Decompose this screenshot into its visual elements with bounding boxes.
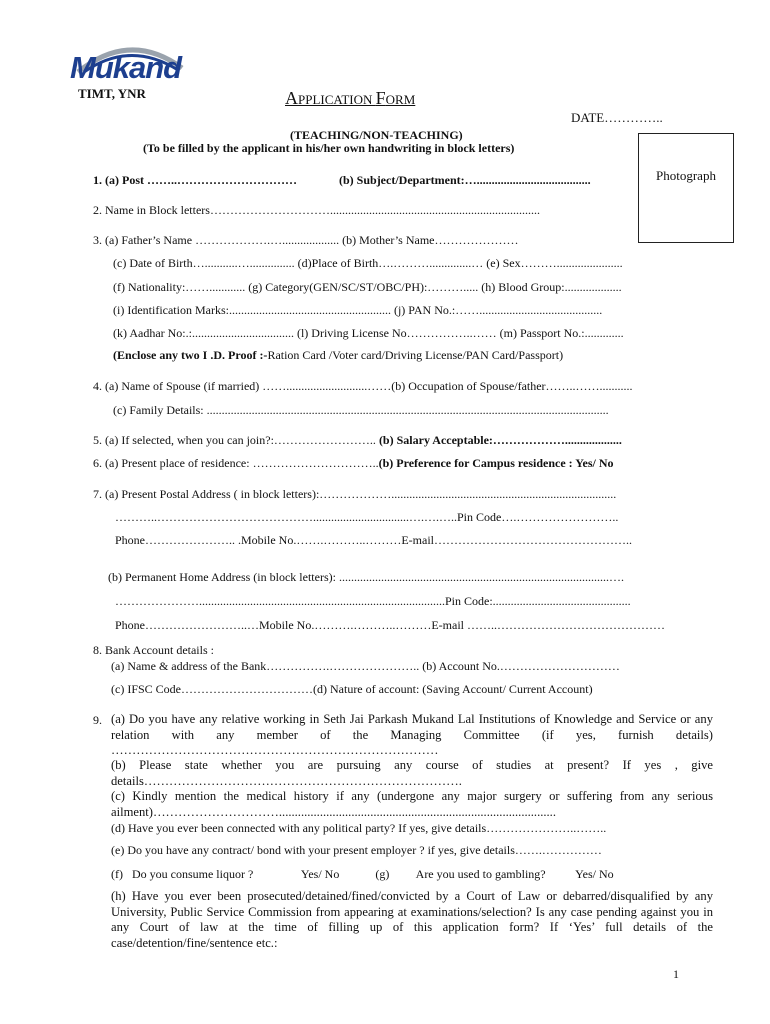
bank-name-account-field: (a) Name & address of the Bank…………….………………….. (b) Account No.………………………… (111, 659, 620, 673)
q9-number: 9. (93, 713, 102, 727)
relative-working-question: (a) Do you have any relative working in Seth Jai Parkash Mukand Lal Institutions of Knowledge and Service or any relation with any member of the Managing Committee (if yes, furnish details) …………………………………………………………………… (111, 712, 713, 757)
nationality-field: (f) Nationality:……............ (g) Category(GEN/SC/ST/OBC/PH):………..... (h) Blood Group:................... (113, 280, 622, 294)
permanent-pincode-field: …………………..................................................................................Pin Code:.............................................. (115, 594, 631, 608)
studies-question: (b) Please state whether you are pursuing any course of studies at present? If yes , give details…………………………………………………………………. (111, 758, 713, 788)
logo-text: Mukand (70, 50, 182, 85)
page-title: APPLICATION FORM (285, 88, 416, 108)
medical-history-question: (c) Kindly mention the medical history if any (undergone any major surgery or suffering from any serious ailment)…………………………........................................................................................ (111, 789, 713, 819)
contract-bond-question: (e) Do you have any contract/ bond with your present employer ? if yes, give details…….…………… (111, 843, 602, 857)
postal-address-field: 7. (a) Present Postal Address ( in block letters):………………........................................................................... (93, 487, 617, 501)
name-block-letters-field: 2. Name in Block letters…………………………...................................................................... (93, 203, 540, 217)
spouse-field: 4. (a) Name of Spouse (if married) ……...........................……(b) Occupation of Spouse/father……..……........... (93, 379, 633, 393)
postal-contact-field: Phone………………….. .Mobile No.…….………..………E-mail………………………………………….. (115, 533, 632, 547)
photograph-box[interactable] (638, 133, 734, 243)
id-proof-note: (Enclose any two I .D. Proof :-Ration Card /Voter card/Driving License/PAN Card/Passport) (113, 348, 564, 362)
parents-name-field: 3. (a) Father’s Name ……………….…................... (b) Mother’s Name………………… (93, 233, 519, 247)
birth-details-field: (c) Date of Birth…...........…............... (d)Place of Birth….………..............… (e) Sex………...................... (113, 256, 623, 270)
family-details-field: (c) Family Details: ...................................................................................................................................... (113, 403, 609, 417)
date-field: DATE………….. (571, 110, 663, 125)
joining-salary-field: 5. (a) If selected, when you can join?:…………………….. (b) Salary Acceptable:………………................... (93, 433, 622, 447)
permanent-contact-field: Phone……………………..…Mobile No.……….………..………E-mail ……..…………………………………… (115, 618, 665, 632)
prosecution-question: (h) Have you ever been prosecuted/detained/fined/convicted by a Court of Law or debarred/disqualified by any University, Public Service Commission from appearing at examinations/selection? Is any case pending against you in any Court of law at the time of filling up of this application form? If ‘Yes’ full details of the case/detention/fine/sentence etc.: (111, 889, 713, 950)
mukand-logo (70, 38, 185, 88)
form-instruction: (To be filled by the applicant in his/her own handwriting in block letters) (143, 141, 515, 155)
permanent-address-field: (b) Permanent Home Address (in block letters): ..........................................................................................…. (108, 570, 624, 584)
political-party-question: (d) Have you ever been connected with any political party? If yes, give details…………………..…….. (111, 821, 607, 835)
aadhar-license-passport-field: (k) Aadhar No:.:.................................. (l) Driving License No……………..…… (m) Passport No.:............. (113, 326, 624, 340)
organization-name: TIMT, YNR (78, 86, 146, 101)
page-number: 1 (673, 967, 679, 981)
subject-department-field: (b) Subject/Department:…...................................... (339, 173, 591, 187)
identification-pan-field: (i) Identification Marks:...................................................... (j) PAN No.:……......................................... (113, 303, 603, 317)
bank-details-heading: 8. Bank Account details : (93, 643, 214, 657)
post-field: 1. (a) Post ……..………………………… (93, 173, 297, 187)
liquor-gambling-question: (f) Do you consume liquor ? Yes/ No (g) Are you used to gambling? Yes/ No (111, 867, 614, 881)
ifsc-account-type-field: (c) IFSC Code……………………………(d) Nature of account: (Saving Account/ Current Account) (111, 682, 593, 696)
residence-field: 6. (a) Present place of residence: …………………………..(b) Preference for Campus residence : Yes/ No (93, 456, 614, 470)
postal-pincode-field: ………..…………………………………................................….….…..Pin Code….…………………….. (115, 510, 619, 524)
form-subtitle: (TEACHING/NON-TEACHING) (290, 128, 463, 142)
photograph-label: Photograph (656, 168, 716, 183)
